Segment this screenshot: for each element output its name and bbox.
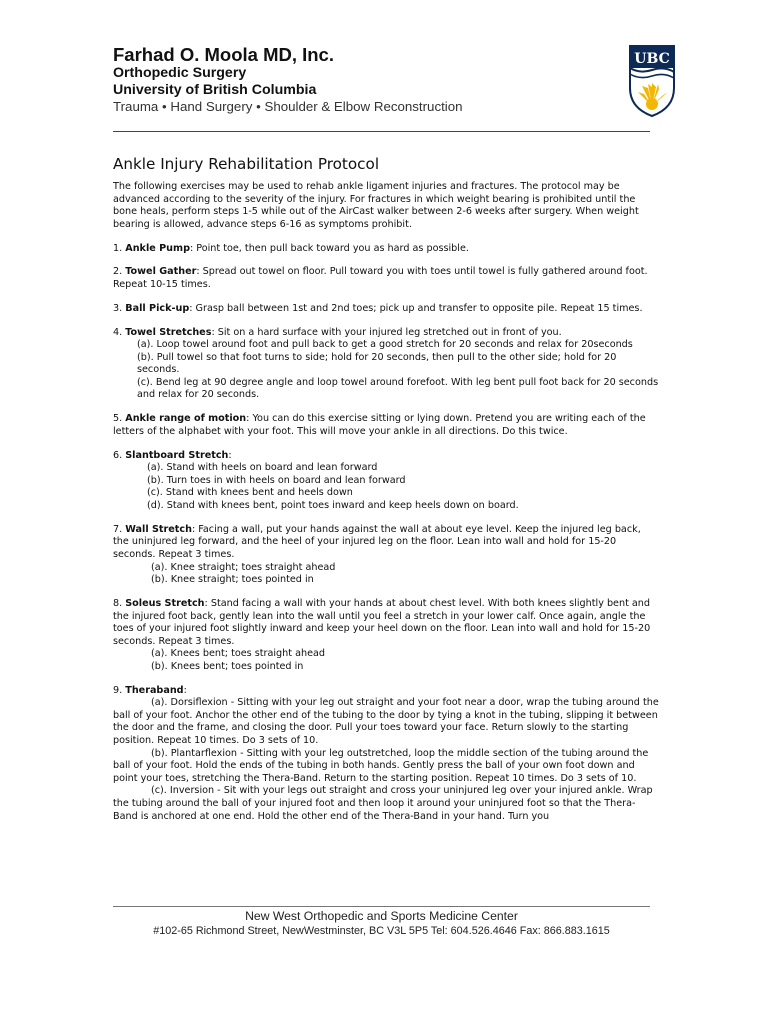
step-9: 9. Theraband: (a). Dorsiflexion - Sitting with your leg out straight and your foot near a door, wrap the tubing around the ball of your foot. Anchor the other end of the tubing to the door by tying a knot in the tubing, slipping it between the door and the frame, and closing the door. Pull your toes toward your face. Return slowly to the starting position. Repeat 10 times. Do 3 sets of 10. (b). Plantarflexion - Sitting with your leg outstretched, loop the middle section of the tubing around the ball of your foot. Hold the ends of the tubing in both hands. Gently press the ball of your own foot down and point your toes, stretching the Thera-Band. Return to the starting position. Repeat 10 times. Do 3 sets of 10. (c). Inversion - Sit with your legs out straight and cross your uninjured leg over your injured ankle. Wrap the tubing around the ball of your injured foot and then loop it around your uninjured foot so that the Thera-Band is anchored at one end. Hold the other end of the Thera-Band in your hand. Turn you: [113, 684, 659, 822]
step-name: Ankle range of motion: [125, 413, 247, 425]
sub-item: (c). Stand with knees bent and heels down: [147, 487, 353, 499]
sub-item: (b). Pull towel so that foot turns to side; hold for 20 seconds, then pull to the other side; hold for 20 seconds.: [137, 351, 617, 376]
university: University of British Columbia: [113, 82, 317, 98]
subspecialties: Trauma • Hand Surgery • Shoulder & Elbow Reconstruction: [113, 99, 463, 114]
step-2: 2. Towel Gather: Spread out towel on floor. Pull toward you with toes until towel is fully gathered around foot. Repeat 10-15 times.: [113, 266, 648, 290]
step-name: Theraband: [125, 684, 184, 696]
step-name: Soleus Stretch: [125, 597, 205, 609]
sub-item: (b). Turn toes in with heels on board and lean forward: [147, 474, 406, 486]
sub-item: (c). Inversion - Sit with your legs out straight and cross your uninjured leg over your injured ankle. Wrap the tubing around the ball of your injured foot and then loop it around your uninjured foot so that the Thera-Band is anchored at one end. Hold the other end of the Thera-Band in your hand. Turn you: [113, 785, 653, 822]
sub-item: (a). Loop towel around foot and pull back to get a good stretch for 20 seconds and relax for 20seconds: [137, 339, 633, 351]
ubc-logo-text: UBC: [634, 51, 670, 67]
footer-address: #102-65 Richmond Street, NewWestminster, BC V3L 5P5 Tel: 604.526.4646 Fax: 866.883.1615: [153, 925, 610, 937]
step-5: 5. Ankle range of motion: You can do this exercise sitting or lying down. Pretend you are writing each of the letters of the alphabet with your foot. This will move your ankle in all directions. Do this twice.: [113, 413, 646, 437]
step-name: Towel Gather: [125, 266, 197, 278]
step-name: Slantboard Stretch: [125, 449, 229, 461]
sub-item: (b). Plantarflexion - Sitting with your leg outstretched, loop the middle section of the tubing around the ball of your foot. Hold the ends of the tubing in both hands. Gently press the ball of your own foot down and point your toes, stretching the Thera-Band. Return to the starting position. Repeat 10 times. Do 3 sets of 10.: [113, 747, 649, 784]
step-4: 4. Towel Stretches: Sit on a hard surface with your injured leg stretched out in front of you. (a). Loop towel around foot and pull back to get a good stretch for 20 seconds and relax for 20seconds (b). Pull towel so that foot turns to side; hold for 20 seconds, then pull to the other side; hold for 20 seconds. (c). Bend leg at 90 degree angle and loop towel around forefoot. With leg bent pull foot back for 20 seconds and relax for 20 seconds.: [113, 326, 659, 401]
intro-paragraph: The following exercises may be used to rehab ankle ligament injuries and fractures. The protocol may be advanced according to the severity of the injury. For fractures in which weight bearing is prohibited until the bone heals, perform steps 1-5 while out of the AirCast walker between 2-6 weeks after surgery. When weight bearing is allowed, advance steps 6-16 as symptoms prohibit.: [113, 181, 639, 230]
step-3: 3. Ball Pick-up: Grasp ball between 1st and 2nd toes; pick up and transfer to opposite pile. Repeat 15 times.: [113, 302, 643, 314]
footer-center-name: New West Orthopedic and Sports Medicine Center: [245, 909, 518, 923]
protocol-body: [113, 181, 659, 823]
specialty: Orthopedic Surgery: [113, 65, 247, 81]
header-divider: [113, 131, 650, 132]
sub-item: (a). Knee straight; toes straight ahead: [151, 561, 336, 573]
sub-item: (a). Stand with heels on board and lean forward: [147, 462, 378, 474]
sub-item: (b). Knee straight; toes pointed in: [151, 574, 314, 586]
step-name: Ankle Pump: [125, 242, 190, 254]
sub-item: (c). Bend leg at 90 degree angle and loop towel around forefoot. With leg bent pull foot back for 20 seconds and relax for 20 seconds.: [137, 376, 659, 401]
sub-item: (d). Stand with knees bent, point toes inward and keep heels down on board.: [147, 500, 519, 511]
step-1: 1. Ankle Pump: Point toe, then pull back toward you as hard as possible.: [113, 242, 469, 254]
step-7: 7. Wall Stretch: Facing a wall, put your hands against the wall at about eye level. Keep the injured leg back, the uninjured leg forward, and the heel of your injured leg on the floor. Lean into wall and hold for 15-20 seconds. Repeat 3 times. (a). Knee straight; toes straight ahead (b). Knee straight; toes pointed in: [113, 524, 659, 587]
page-title: Ankle Injury Rehabilitation Protocol: [113, 155, 380, 173]
sub-item: (a). Knees bent; toes straight ahead: [151, 648, 326, 660]
step-8: 8. Soleus Stretch: Stand facing a wall with your hands at about chest level. With both knees slightly bent and the injured foot back, gently lean into the wall until you feel a stretch in your lower calf. Once again, angle the toes of your injured foot slightly inward and keep your heel down on the floor. Lean into wall and hold for 15-20 seconds. Repeat 3 times. (a). Knees bent; toes straight ahead (b). Knees bent; toes pointed in: [113, 598, 659, 674]
step-name: Ball Pick-up: [125, 302, 190, 314]
physician-name: Farhad O. Moola MD, Inc.: [113, 44, 334, 65]
step-name: Wall Stretch: [125, 523, 192, 535]
sub-item: (a). Dorsiflexion - Sitting with your leg out straight and your foot near a door, wrap the tubing around the ball of your foot. Anchor the other end of the tubing to the door by tying a knot in the tubing, slipping it between the door and the frame, and closing the door. Pull your toes toward your face. Return slowly to the starting position. Repeat 10 times. Do 3 sets of 10.: [113, 697, 659, 747]
sub-item: (b). Knees bent; toes pointed in: [151, 660, 304, 672]
step-6: 6. Slantboard Stretch: (a). Stand with heels on board and lean forward (b). Turn toes in with heels on board and lean forward (c). Stand with knees bent and heels down (d). Stand with knees bent, point toes inward and keep heels down on board.: [113, 450, 659, 513]
step-name: Towel Stretches: [125, 326, 212, 338]
footer-divider: [113, 906, 650, 907]
ubc-logo-icon: [628, 44, 676, 118]
